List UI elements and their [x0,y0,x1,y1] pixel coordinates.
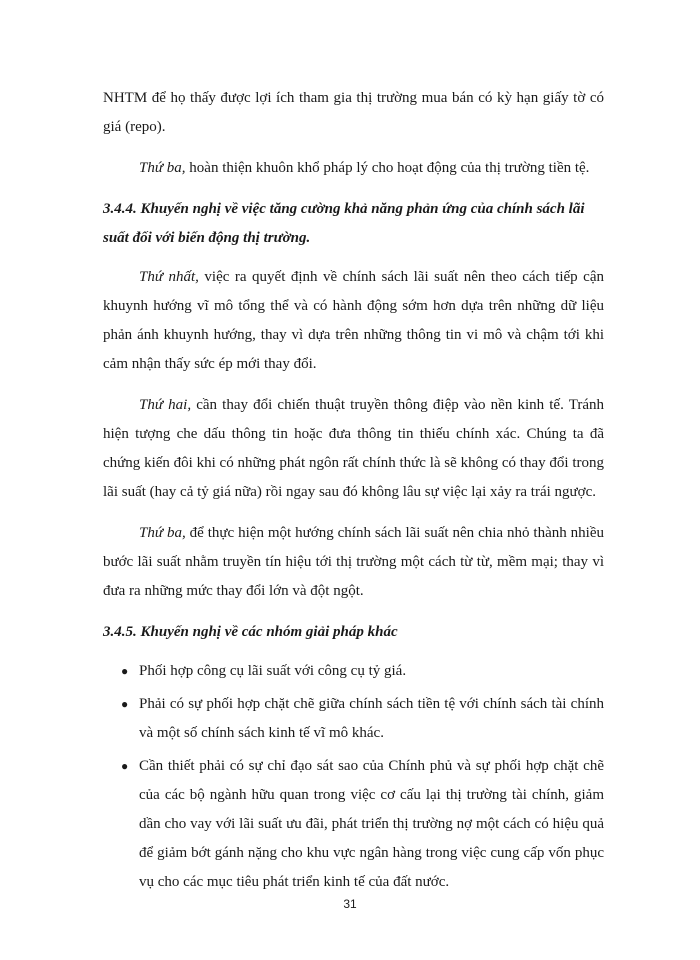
paragraph-text: việc ra quyết định về chính sách lãi suất nên theo cách tiếp cận khuynh hướng vĩ mô tổng thể và có hành động sớm hơn dựa trên những dữ liệu phản ánh khuynh hướng, thay vì dựa trên những thông tin vi mô và chậm tới khi cảm nhận thấy sức ép mới thay đổi. [103,269,604,372]
section-heading-3-4-4: 3.4.4. Khuyến nghị về việc tăng cường khả năng phản ứng của chính sách lãi suất đối với biến động thị trường. [103,201,585,246]
paragraph-lead: Thứ ba, [139,525,186,541]
paragraph-lead: Thứ nhất, [139,269,199,285]
paragraph-thu-ba [103,519,604,606]
page-number: 31 [343,897,357,911]
paragraph-thu-nhat [103,263,604,379]
paragraph-text: hoàn thiện khuôn khổ pháp lý cho hoạt động của thị trường tiền tệ. [185,160,590,176]
list-item [103,657,604,686]
list-item [103,690,604,748]
bullet-icon: ● [121,664,129,678]
paragraph-text: cần thay đổi chiến thuật truyền thông điệp vào nền kinh tế. Tránh hiện tượng che dấu thông tin hoặc đưa thông tin thiếu chính xác. Chúng ta đã chứng kiến đôi khi có những phát ngôn rất chính thức là sẽ không có thay đổi trong lãi suất (hay cả tỷ giá nữa) rồi ngay sau đó không lâu sự việc lại xảy ra trái ngược. [103,397,604,500]
list-item-text: Phối hợp công cụ lãi suất với công cụ tỷ giá. [139,663,407,679]
paragraph-text: để thực hiện một hướng chính sách lãi suất nên chia nhỏ thành nhiều bước lãi suất nhằm truyền tín hiệu tới thị trường một cách từ từ, mềm mại; thay vì đưa ra những mức thay đổi lớn và đột ngột. [103,525,605,599]
list-item-text: Cần thiết phải có sự chỉ đạo sát sao của Chính phủ và sự phối hợp chặt chẽ của các bộ ngành hữu quan trong việc cơ cấu lại thị trường tài chính, giảm dần cho vay với lãi suất ưu đãi, phát triển thị trường nợ một cách có hiệu quả để giảm bớt gánh nặng cho khu vực ngân hàng trong việc cung cấp vốn phục vụ cho các mục tiêu phát triển kinh tế của đất nước. [139,758,604,890]
section-heading-3-4-5: 3.4.5. Khuyến nghị về các nhóm giải pháp khác [103,624,398,640]
list-item-text: Phải có sự phối hợp chặt chẽ giữa chính sách tiền tệ với chính sách tài chính và một số chính sách kinh tế vĩ mô khác. [139,696,604,741]
list-item [103,752,604,897]
paragraph-continuation: NHTM để họ thấy được lợi ích tham gia thị trường mua bán có kỳ hạn giấy tờ có giá (repo). [103,90,604,135]
paragraph-thu-hai [103,391,604,507]
bullet-icon: ● [121,759,129,773]
paragraph-lead: Thứ ba, [139,160,186,176]
bullet-icon: ● [121,697,129,711]
paragraph-thu-ba-money-market [103,154,604,183]
paragraph-lead: Thứ hai, [139,397,192,413]
bullet-list [103,657,604,897]
